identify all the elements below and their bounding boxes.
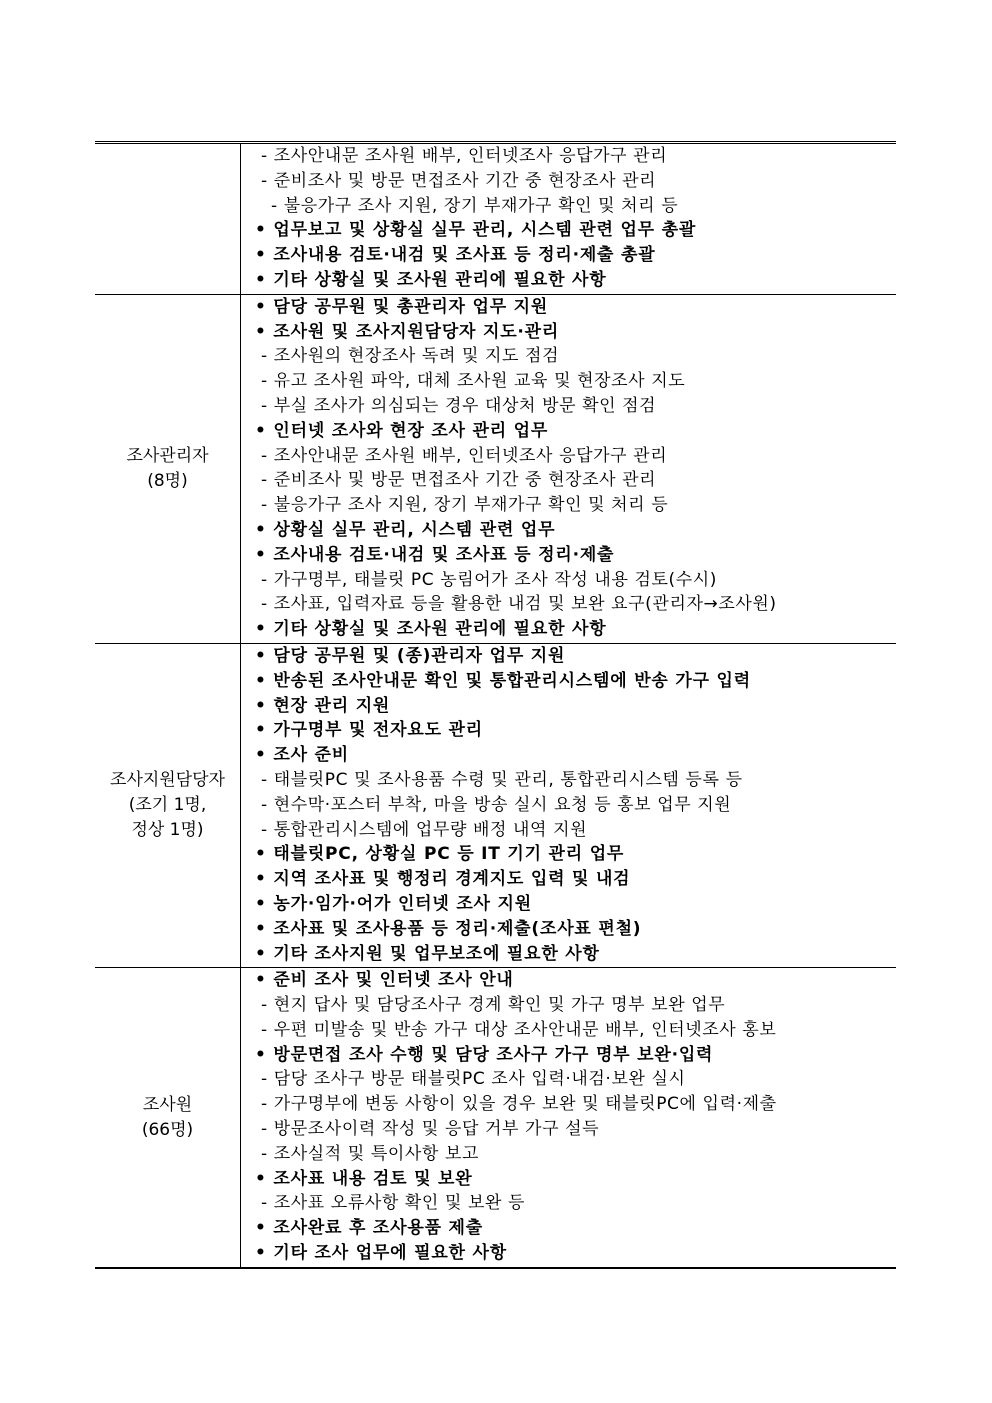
role-row	[95, 143, 896, 295]
role-cell	[95, 143, 241, 295]
role-name: 조사관리자	[126, 445, 209, 466]
duty-bullet-item: • 방문면접 조사 수행 및 담당 조사구 가구 명부 보완·입력	[255, 1044, 714, 1065]
duty-sub-item: - 불응가구 조사 지원, 장기 부재가구 확인 및 처리 등	[261, 495, 669, 516]
duty-bullet-item: • 조사원 및 조사지원담당자 지도·관리	[255, 321, 560, 342]
role-cell	[95, 968, 241, 1268]
role-cell	[95, 643, 241, 967]
duty-cell	[241, 643, 897, 967]
duty-bullet-item: • 태블릿PC, 상황실 PC 등 IT 기기 관리 업무	[255, 844, 625, 865]
duty-bullet-item: • 업무보고 및 상황실 실무 관리, 시스템 관련 업무 총괄	[255, 220, 697, 241]
role-cell	[95, 294, 241, 643]
duty-bullet-item: • 농가·임가·어가 인터넷 조사 지원	[255, 893, 532, 914]
duty-sub-item: - 유고 조사원 파악, 대체 조사원 교육 및 현장조사 지도	[261, 371, 686, 392]
role-row	[95, 294, 896, 643]
duty-sub-item: - 조사안내문 조사원 배부, 인터넷조사 응답가구 관리	[261, 146, 668, 166]
duty-bullet-item: • 조사 준비	[255, 745, 349, 766]
duty-sub-item: - 조사표 오류사항 확인 및 보완 등	[261, 1193, 526, 1214]
duty-sub-item: - 불응가구 조사 지원, 장기 부재가구 확인 및 처리 등	[271, 195, 679, 216]
duty-sub-item: - 담당 조사구 방문 태블릿PC 조사 입력·내검·보완 실시	[261, 1069, 686, 1090]
duty-bullet-item: • 기타 조사 업무에 필요한 사항	[255, 1243, 507, 1264]
duty-sub-item: - 부실 조사가 의심되는 경우 대상처 방문 확인 점검	[261, 395, 657, 416]
role-name: 조사지원담당자	[110, 770, 225, 791]
role-headcount: 정상 1명)	[131, 820, 204, 841]
duty-sub-item: - 준비조사 및 방문 면접조사 기간 중 현장조사 관리	[261, 470, 657, 491]
role-headcount: (조기 1명,	[128, 795, 207, 816]
duty-bullet-item: • 조사내용 검토·내검 및 조사표 등 정리·제출	[255, 544, 615, 565]
duty-bullet-item: • 기타 상황실 및 조사원 관리에 필요한 사항	[255, 619, 607, 640]
duties-table-body	[95, 143, 896, 1268]
duty-bullet-item: • 담당 공무원 및 총관리자 업무 지원	[255, 296, 549, 317]
role-row	[95, 968, 896, 1268]
duty-bullet-item: • 조사표 내용 검토 및 보완	[255, 1168, 473, 1189]
duty-sub-item: - 조사실적 및 특이사항 보고	[261, 1143, 479, 1164]
duty-bullet-item: • 가구명부 및 전자요도 관리	[255, 720, 483, 741]
duty-sub-item: - 조사안내문 조사원 배부, 인터넷조사 응답가구 관리	[261, 445, 668, 466]
duty-sub-item: - 가구명부에 변동 사항이 있을 경우 보완 및 태블릿PC에 입력·제출	[261, 1094, 777, 1115]
role-headcount: (8명)	[147, 470, 188, 491]
duty-bullet-item: • 상황실 실무 관리, 시스템 관련 업무	[255, 519, 556, 540]
duty-bullet-item: • 조사표 및 조사용품 등 정리·제출(조사표 편철)	[255, 918, 642, 939]
duty-sub-item: - 조사표, 입력자료 등을 활용한 내검 및 보완 요구(관리자→조사원)	[261, 594, 777, 615]
duty-sub-item: - 우편 미발송 및 반송 가구 대상 조사안내문 배부, 인터넷조사 홍보	[261, 1019, 777, 1040]
duty-sub-item: - 통합관리시스템에 업무량 배정 내역 지원	[261, 819, 588, 840]
duty-sub-item: - 조사원의 현장조사 독려 및 지도 점검	[261, 346, 560, 367]
role-headcount: (66명)	[141, 1119, 194, 1140]
duty-sub-item: - 준비조사 및 방문 면접조사 기간 중 현장조사 관리	[261, 170, 657, 191]
duty-bullet-item: • 지역 조사표 및 행정리 경계지도 입력 및 내검	[255, 869, 631, 890]
duty-sub-item: - 태블릿PC 및 조사용품 수령 및 관리, 통합관리시스템 등록 등	[261, 769, 743, 790]
duty-bullet-item: • 준비 조사 및 인터넷 조사 안내	[255, 970, 514, 991]
duties-table	[95, 141, 896, 1269]
duty-cell	[241, 968, 897, 1268]
duty-bullet-item: • 조사완료 후 조사용품 제출	[255, 1218, 483, 1239]
duty-sub-item: - 현수막·포스터 부착, 마을 방송 실시 요청 등 홍보 업무 지원	[261, 794, 732, 815]
duty-bullet-item: • 현장 관리 지원	[255, 695, 391, 716]
duty-bullet-item: • 담당 공무원 및 (종)관리자 업무 지원	[255, 645, 566, 666]
duty-bullet-item: • 조사내용 검토·내검 및 조사표 등 정리·제출 총괄	[255, 245, 656, 266]
duty-cell	[241, 294, 897, 643]
duty-sub-item: - 방문조사이력 작성 및 응답 거부 가구 설득	[261, 1119, 600, 1140]
duty-bullet-item: • 기타 조사지원 및 업무보조에 필요한 사항	[255, 943, 600, 964]
role-name: 조사원	[142, 1094, 193, 1115]
duty-bullet-item: • 인터넷 조사와 현장 조사 관리 업무	[255, 420, 549, 441]
duty-bullet-item: • 기타 상황실 및 조사원 관리에 필요한 사항	[255, 269, 607, 290]
duty-sub-item: - 가구명부, 태블릿 PC 농림어가 조사 작성 내용 검토(수시)	[261, 569, 718, 590]
duty-cell	[241, 143, 897, 295]
duty-bullet-item: • 반송된 조사안내문 확인 및 통합관리시스템에 반송 가구 입력	[255, 670, 751, 691]
role-row	[95, 643, 896, 967]
duty-sub-item: - 현지 답사 및 담당조사구 경계 확인 및 가구 명부 보완 업무	[261, 995, 726, 1016]
